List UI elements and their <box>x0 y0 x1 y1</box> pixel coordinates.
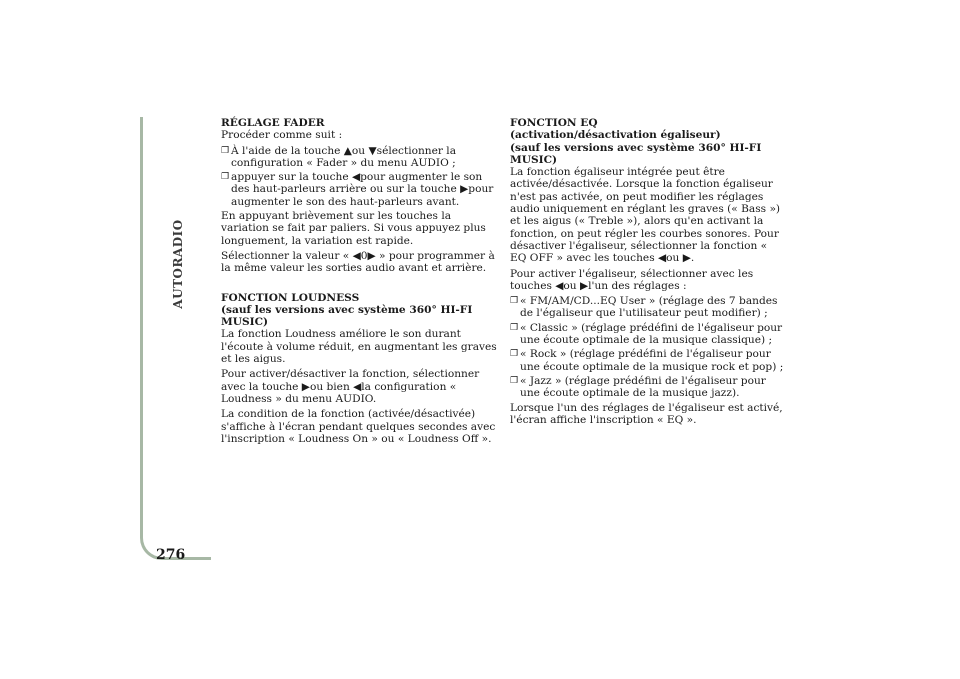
eq-paragraph: Lorsque l'un des réglages de l'égaliseur est activé, l'écran affiche l'inscription « EQ ». <box>510 401 783 426</box>
list-item <box>221 145 497 170</box>
eq-list <box>510 295 786 399</box>
list-item-text: « Classic » (réglage prédéfini de l'égaliseur pour une écoute optimale de la musique classique) ; <box>520 321 783 347</box>
loudness-subheading: (sauf les versions avec système 360° HI-FI MUSIC) <box>221 303 473 329</box>
list-item-text: appuyer sur la touche ◀pour augmenter le son des haut-parleurs arrière ou sur la touche ▶pour augmenter le son des haut-parleurs avant. <box>231 171 494 208</box>
list-item <box>510 322 786 347</box>
list-item-text: À l'aide de la touche ▲ou ▼sélectionner la configuration « Fader » du menu AUDIO ; <box>231 144 457 169</box>
loudness-paragraph: Pour activer/désactiver la fonction, sélectionner avec la touche ▶ou bien ◀la configuration « Loudness » du menu AUDIO. <box>221 368 480 405</box>
fader-list <box>221 145 497 208</box>
section-side-label: AUTORADIO <box>171 219 185 309</box>
left-column <box>221 117 497 448</box>
checkbox-bullet-icon: ❐ <box>510 322 519 333</box>
page-frame-bracket <box>140 117 211 560</box>
list-item <box>221 171 497 208</box>
list-item-text: « Jazz » (réglage prédéfini de l'égaliseur pour une écoute optimale de la musique jazz). <box>520 374 766 400</box>
loudness-paragraph: La condition de la fonction (activée/désactivée) s'affiche à l'écran pendant quelques secondes avec l'inscription « Loudness On » ou « Loudness Off ». <box>221 408 496 445</box>
list-item <box>510 348 786 373</box>
checkbox-bullet-icon: ❐ <box>510 375 519 386</box>
eq-subheading: (activation/désactivation égaliseur) <box>510 129 721 142</box>
checkbox-bullet-icon: ❐ <box>510 296 519 307</box>
eq-subheading: (sauf les versions avec système 360° HI-FI MUSIC) <box>510 141 762 166</box>
fader-intro: Procéder comme suit : <box>221 129 343 142</box>
fader-heading: RÉGLAGE FADER <box>221 117 325 129</box>
list-item-text: « FM/AM/CD...EQ User » (réglage des 7 bandes de l'égaliseur que l'utilisateur peut modifier) ; <box>520 295 778 320</box>
list-item-text: « Rock » (réglage prédéfini de l'égaliseur pour une écoute optimale de la musique rock et pop) ; <box>520 348 784 373</box>
checkbox-bullet-icon: ❐ <box>221 172 230 183</box>
eq-paragraph: Pour activer l'égaliseur, sélectionner avec les touches ◀ou ▶l'un des réglages : <box>510 267 754 292</box>
list-item <box>510 295 786 320</box>
page-number: 276 <box>156 547 186 563</box>
list-item <box>510 375 786 400</box>
loudness-heading: FONCTION LOUDNESS <box>221 291 360 304</box>
right-column <box>510 117 786 429</box>
checkbox-bullet-icon: ❐ <box>221 145 230 156</box>
fader-paragraph: Sélectionner la valeur « ◀0▶ » pour programmer à la même valeur les sorties audio avant et arrière. <box>221 249 495 275</box>
loudness-paragraph: La fonction Loudness améliore le son durant l'écoute à volume réduit, en augmentant les graves et les aigus. <box>221 328 497 366</box>
fader-paragraph: En appuyant brièvement sur les touches la variation se fait par paliers. Si vous appuyez plus longuement, la variation est rapide. <box>221 210 486 247</box>
checkbox-bullet-icon: ❐ <box>510 349 519 360</box>
eq-paragraph: La fonction égaliseur intégrée peut être activée/désactivée. Lorsque la fonction égaliseur n'est pas activée, on peut modifier les réglages audio uniquement en réglant les graves (« Bass ») et les aigus (« Treble »), alors qu'en activant la fonction, on peut régler les courbes sonores. Pour désactiver l'égaliseur, sélectionner la fonction « EQ OFF » avec les touches ◀ou ▶. <box>510 166 781 265</box>
eq-heading: FONCTION EQ <box>510 117 598 129</box>
